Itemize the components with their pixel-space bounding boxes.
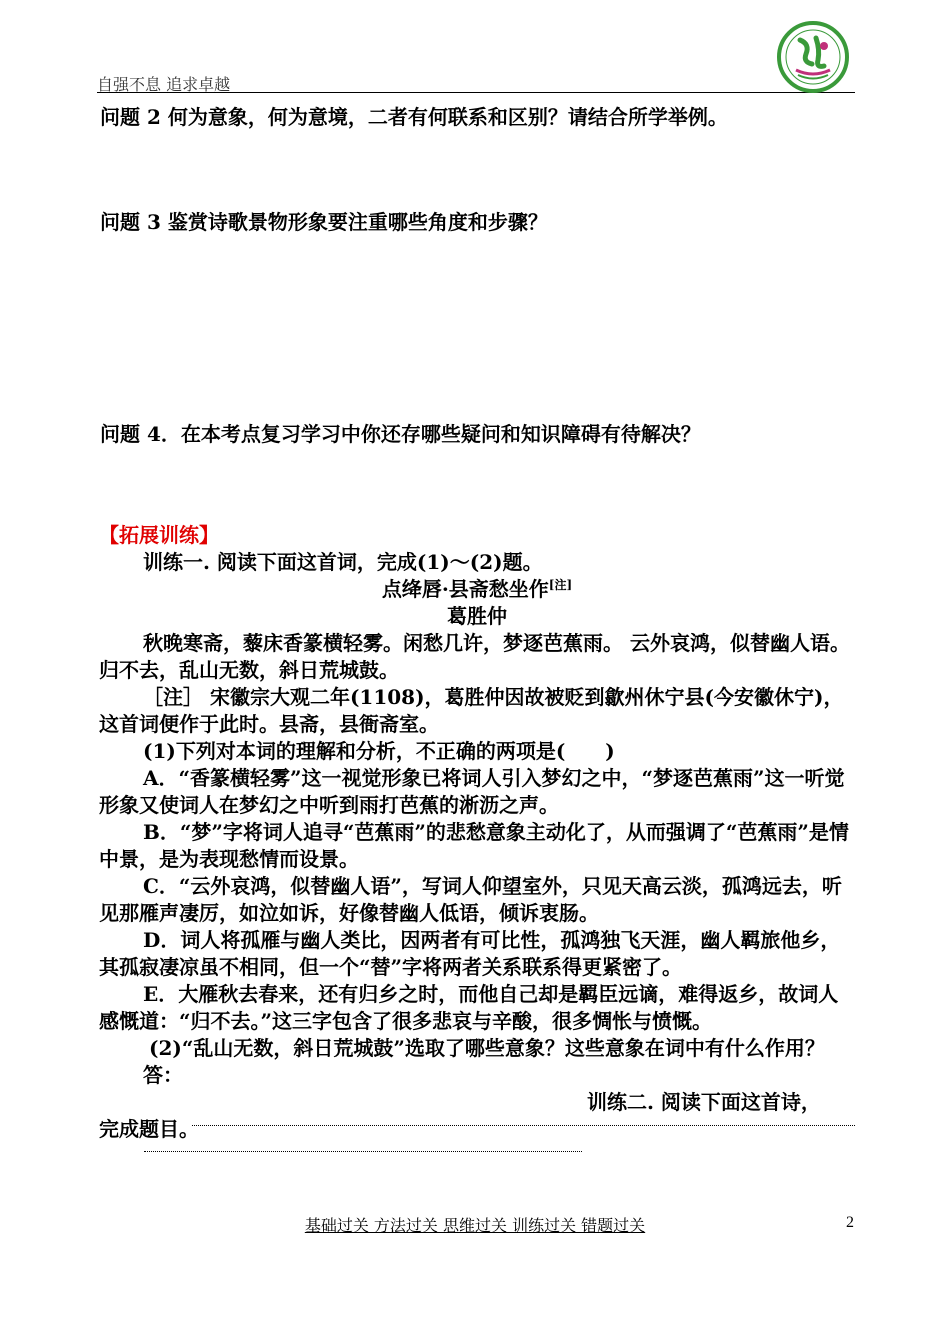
training-1-intro: 训练一. 阅读下面这首词，完成(1)～(2)题。: [143, 550, 543, 574]
training-section: [99, 522, 855, 1143]
answer-label: 答：: [143, 1063, 183, 1087]
note-label: ［注］: [143, 685, 203, 709]
page-number: 2: [846, 1214, 854, 1231]
answer-line-1[interactable]: [192, 1125, 855, 1126]
section-title: 【拓展训练】: [99, 523, 219, 547]
poem-author: 葛胜仲: [447, 604, 507, 628]
question-4: 问题 4．在本考点复习学习中你还存哪些疑问和知识障碍有待解决？: [100, 422, 701, 446]
question-3: 问题 3 鉴赏诗歌景物形象要注重哪些角度和步骤？: [100, 210, 548, 234]
option-b: B．“梦”字将词人追寻“芭蕉雨”的悲愁意象主动化了，从而强调了“芭蕉雨”是情中景，是为表现愁情而设景。: [99, 820, 849, 871]
header-motto: 自强不息 追求卓越: [97, 75, 231, 94]
poem-title: 点绛唇·县斋愁坐作: [381, 577, 549, 601]
training-2-line: [99, 1089, 855, 1116]
option-e: E．大雁秋去春来，还有归乡之时，而他自己却是羁臣远谪，难得返乡，故词人感慨道：“归不去。”这三字包含了很多悲哀与辛酸，很多惆怅与愤慨。: [99, 982, 839, 1033]
question-2-stem: (2)“乱山无数，斜日荒城鼓”选取了哪些意象？这些意象在词中有什么作用？: [149, 1036, 825, 1060]
poem-text: 秋晚寒斋，藜床香篆横轻雾。闲愁几许，梦逐芭蕉雨。 云外哀鸿，似替幽人语。归不去，乱山无数，斜日荒城鼓。: [99, 631, 850, 682]
footer-links: 基础过关 方法过关 思维过关 训练过关 错题过关: [304, 1216, 646, 1235]
poem-title-note: [注]: [548, 578, 573, 592]
option-a: A．“香篆横轻雾”这一视觉形象已将词人引入梦幻之中，“梦逐芭蕉雨”这一听觉形象又使词人在梦幻之中听到雨打芭蕉的淅沥之声。: [99, 766, 845, 817]
header-rule: [97, 92, 855, 93]
answer-line-2[interactable]: [144, 1151, 582, 1152]
option-d: D．词人将孤雁与幽人类比，因两者有可比性，孤鸿独飞天涯，幽人羁旅他乡，其孤寂凄凉虽不相同，但一个“替”字将两者关系联系得更紧密了。: [99, 928, 841, 979]
poem-note: [99, 684, 855, 738]
question-1-stem: (1)下列对本词的理解和分析，不正确的两项是( ): [143, 739, 615, 763]
footer: [0, 1213, 950, 1236]
school-logo-icon: [776, 20, 850, 94]
question-2: 问题 2 何为意象，何为意境，二者有何联系和区别？请结合所学举例。: [100, 105, 728, 129]
option-c: C．“云外哀鸿，似替幽人语”，写词人仰望室外，只见天高云淡，孤鸿远去，听见那雁声凄厉，如泣如诉，好像替幽人低语，倾诉衷肠。: [99, 874, 842, 925]
note-text: 宋徽宗大观二年(1108)，葛胜仲因故被贬到歙州休宁县(今安徽休宁)，这首词便作于此时。县斋，县衙斋室。: [99, 685, 844, 736]
training-2-intro: 训练二. 阅读下面这首诗，: [587, 1090, 821, 1114]
poem-title-line: [99, 576, 855, 603]
training-2-intro-cont: 完成题目。: [99, 1117, 199, 1141]
